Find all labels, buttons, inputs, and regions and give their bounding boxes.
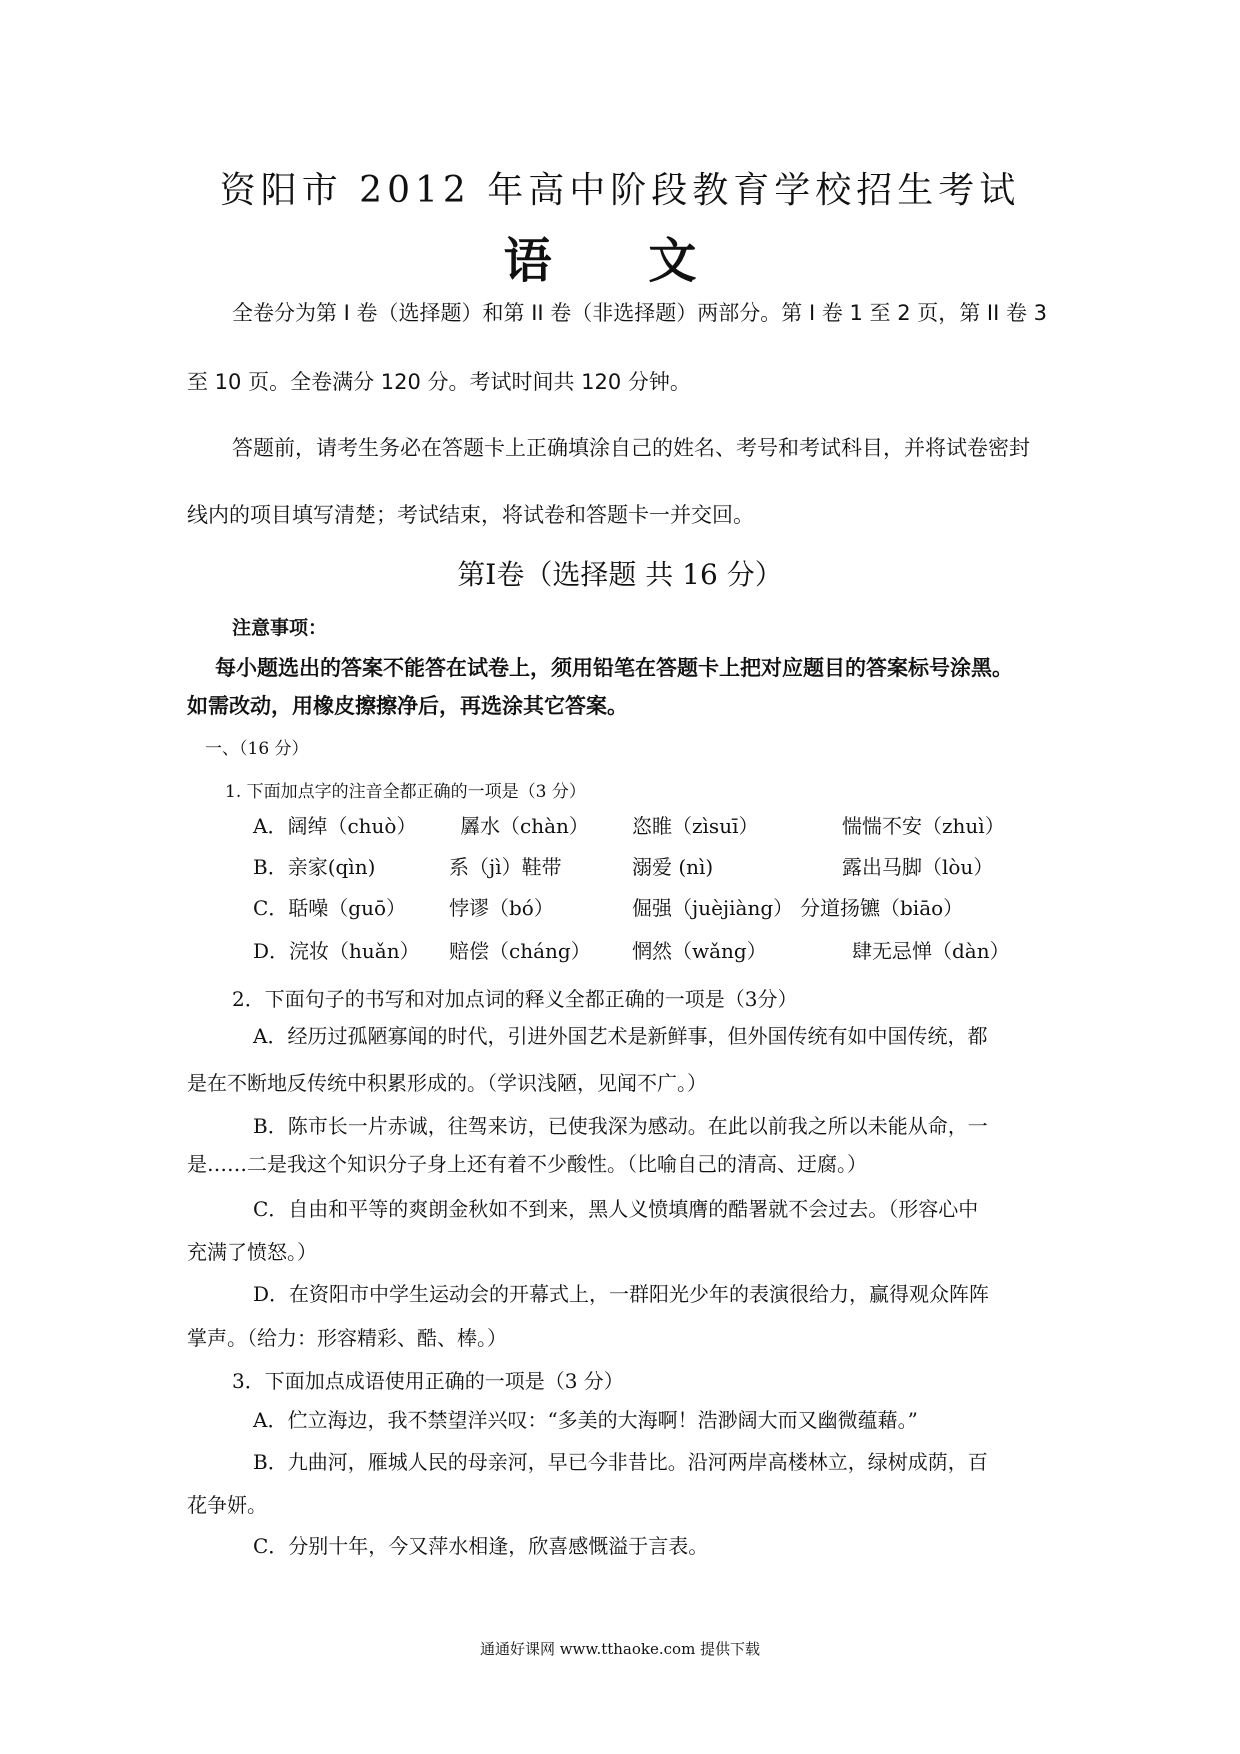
intro-line-2: 至 10 页。全卷满分 120 分。考试时间共 120 分钟。 — [187, 370, 691, 394]
part-header: 一、（16 分） — [205, 739, 309, 759]
q1-option-c-1: C．聒噪（guō） — [253, 896, 407, 920]
subject-title: 语 文 — [503, 233, 737, 289]
q1-option-d-2: 赔偿（cháng） — [449, 939, 591, 963]
q1-option-a-1: A．阔绰（chuò） — [253, 814, 417, 838]
q1-option-a-3: 恣睢（zìsuī） — [632, 814, 759, 838]
q1-option-b-3: 溺爱 (nì) — [632, 855, 714, 879]
notice-line-1: 每小题选出的答案不能答在试卷上，须用铅笔在答题卡上把对应题目的答案标号涂黑。 — [215, 656, 1013, 680]
q2-option-d-line-1: D．在资阳市中学生运动会的开幕式上，一群阳光少年的表演很给力，赢得观众阵阵 — [253, 1282, 990, 1306]
intro-line-1: 全卷分为第 I 卷（选择题）和第 II 卷（非选择题）两部分。第 I 卷 1 至 2 页，第 II 卷 3 — [232, 301, 1048, 325]
q2-option-b-line-2: 是……二是我这个知识分子身上还有着不少酸性。（比喻自己的清高、迂腐。） — [187, 1152, 867, 1176]
q1-option-c-4: 分道扬镳（biāo） — [800, 896, 964, 920]
q3-option-c: C．分别十年，今又萍水相逢，欣喜感慨溢于言表。 — [253, 1534, 709, 1558]
q1-option-c-3: 倔强（juèjiàng） — [632, 896, 794, 920]
q3-option-b-line-2: 花争妍。 — [187, 1493, 267, 1517]
q1-option-b-4: 露出马脚（lòu） — [842, 855, 994, 879]
q1-option-c-2: 悖谬（bó） — [449, 896, 554, 920]
q1-option-d-4: 肆无忌惮（dàn） — [852, 939, 1010, 963]
q1-stem: 1. 下面加点字的注音全都正确的一项是（3 分） — [225, 782, 586, 802]
q2-option-a-line-2: 是在不断地反传统中积累形成的。（学识浅陋，见闻不广。） — [187, 1071, 707, 1095]
q1-option-a-4: 惴惴不安（zhuì） — [842, 814, 1005, 838]
q3-stem: 3．下面加点成语使用正确的一项是（3 分） — [232, 1369, 624, 1393]
footer-source: 通通好课网 www.tthaoke.com 提供下载 — [479, 1640, 761, 1658]
q2-option-c-line-2: 充满了愤怒。） — [187, 1240, 317, 1264]
notice-line-2: 如需改动，用橡皮擦擦净后，再选涂其它答案。 — [187, 694, 628, 718]
q2-option-d-line-2: 掌声。（给力：形容精彩、酷、棒。） — [187, 1326, 507, 1350]
q2-option-b-line-1: B．陈市长一片赤诚，往驾来访，已使我深为感动。在此以前我之所以未能从命，一 — [253, 1114, 988, 1138]
q1-option-d-1: D．浣妆（huǎn） — [253, 939, 420, 963]
q2-stem: 2．下面句子的书写和对加点词的释义全都正确的一项是（3分） — [232, 987, 798, 1011]
q2-option-a-line-1: A．经历过孤陋寡闻的时代，引进外国艺术是新鲜事，但外国传统有如中国传统，都 — [253, 1024, 988, 1048]
q1-option-a-2: 羼水（chàn） — [460, 814, 589, 838]
q1-option-d-3: 惘然（wǎng） — [632, 939, 767, 963]
exam-title: 资阳市 2012 年高中阶段教育学校招生考试 — [219, 170, 1021, 211]
q3-option-a: A．伫立海边，我不禁望洋兴叹：“多美的大海啊！浩渺阔大而又幽微蕴藉。” — [253, 1408, 918, 1432]
q3-option-b-line-1: B．九曲河，雁城人民的母亲河，早已今非昔比。沿河两岸高楼林立，绿树成荫，百 — [253, 1450, 988, 1474]
q1-option-b-2: 系（jì）鞋带 — [449, 855, 562, 879]
intro-line-3: 答题前，请考生务必在答题卡上正确填涂自己的姓名、考号和考试科目，并将试卷密封 — [232, 436, 1030, 460]
q1-option-b-1: B．亲家(qìn) — [253, 855, 376, 879]
intro-line-4: 线内的项目填写清楚；考试结束，将试卷和答题卡一并交回。 — [187, 503, 754, 527]
q2-option-c-line-1: C．自由和平等的爽朗金秋如不到来，黑人义愤填膺的酷署就不会过去。（形容心中 — [253, 1197, 979, 1221]
notice-label: 注意事项： — [232, 617, 328, 639]
section-title: 第I卷（选择题 共 16 分） — [457, 558, 783, 591]
